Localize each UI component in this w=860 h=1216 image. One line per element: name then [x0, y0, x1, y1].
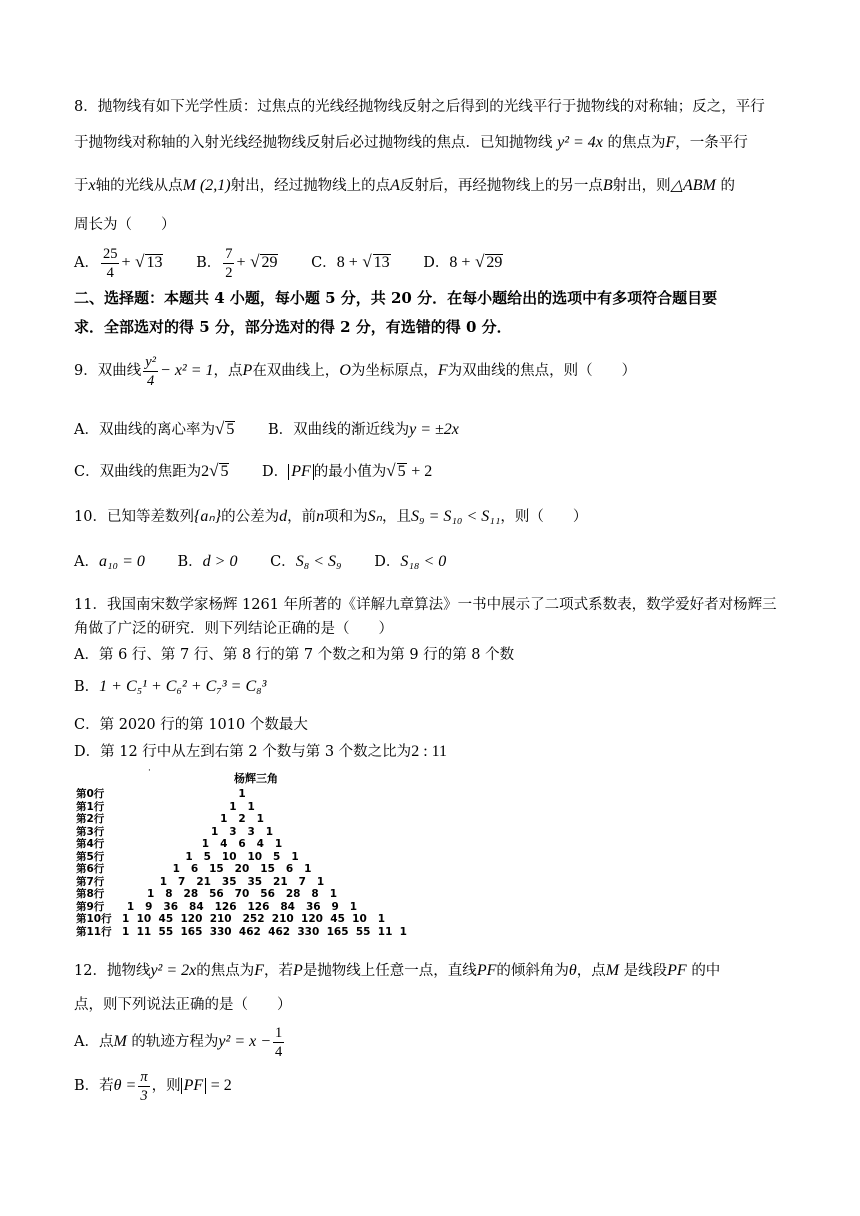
triangle-row-numbers: 1 10 45 120 210 252 210 120 45 10 1 — [122, 913, 386, 925]
q10-options — [74, 551, 794, 573]
triangle-row-label: 第8行 — [76, 888, 105, 900]
triangle-row-numbers: 1 3 3 1 — [210, 825, 274, 838]
triangle-row-numbers: 1 9 36 84 126 126 84 36 9 1 — [126, 900, 358, 913]
q8-parabola-eq: y² = 4x — [557, 134, 603, 151]
q8-option-a: A． $\frac{25}{4}$ + √ 13 — [74, 245, 163, 281]
yanghui-triangle-title: 杨辉三角 — [234, 772, 278, 785]
triangle-row-label: 第10行 — [76, 913, 112, 925]
triangle-row-label: 第3行 — [76, 825, 105, 838]
q12-option-a: A．点M 的轨迹方程为y² = x − $\frac{1}{4}$ — [74, 1024, 283, 1060]
q8-option-d: D．8 + √ 29 — [423, 252, 503, 271]
q9-option-c: C．双曲线的焦距为2√ 5 — [74, 461, 229, 480]
q11-option-b: B．1 + C₅¹ + C₆² + C₇³ = C₈³ — [74, 678, 267, 695]
q8-point-m: M (2,1) — [182, 177, 231, 194]
q9-option-b: B．双曲线的渐近线为y = ±2x — [267, 421, 459, 438]
q9-options-ab — [74, 418, 794, 441]
q8-option-c: C．8 + √ 13 — [311, 252, 390, 271]
q12-line1: 12．抛物线y² = 2x的焦点为F，若P是抛物线上任意一点，直线PF的倾斜角为θ，点M 是线段PF 的中 — [74, 962, 721, 979]
q10-option-b: B．d > 0 — [177, 553, 238, 570]
q10-option-c: C．S₈ < S₉ — [270, 553, 342, 570]
q10-option-d: D．S₁₈ < 0 — [374, 553, 447, 570]
q9-option-a: A．双曲线的离心率为√ 5 — [74, 419, 235, 438]
q8-options — [74, 244, 794, 282]
q11-line2: 角做了广泛的研究．则下列结论正确的是（ ） — [74, 621, 393, 637]
q11-option-d: D．第 12 行中从左到右第 2 个数与第 3 个数之比为2 : 11 — [74, 743, 448, 760]
q8-line2: 于抛物线对称轴的入射光线经抛物线反射后必过抛物线的焦点．已知抛物线 y² = 4x 的焦点为F，一条平行 — [74, 134, 748, 151]
q8-triangle-abm: △ABM — [670, 177, 716, 194]
figure-tick-mark: · — [148, 766, 151, 776]
q11-option-c: C．第 2020 行的第 1010 个数最大 — [74, 717, 308, 733]
triangle-row-label: 第4行 — [76, 838, 105, 850]
section2-header-line1: 二、选择题：本题共 4 小题，每小题 5 分，共 20 分．在每小题给出的选项中有多项符合题目要 — [74, 289, 718, 307]
q11-option-a: A．第 6 行、第 7 行、第 8 行的第 7 个数之和为第 9 行的第 8 个数 — [74, 647, 515, 663]
q8-option-b: B． $\frac{7}{2}$ + √ 29 — [196, 245, 278, 281]
q8-line4: 周长为（ ） — [74, 217, 176, 233]
q8-line3: 于x轴的光线从点M (2,1)射出，经过抛物线上的点A反射后，再经抛物线上的另一点B射出，则△ABM 的 — [74, 177, 735, 194]
triangle-row-numbers: 1 7 21 35 35 21 7 1 — [159, 875, 325, 888]
triangle-row-label: 第5行 — [76, 850, 105, 863]
triangle-row-label: 第0行 — [76, 788, 105, 800]
section2-header-line2: 求．全部选对的得 5 分，部分选对的得 2 分，有选错的得 0 分． — [74, 318, 512, 336]
q11-line1: 11．我国南宋数学家杨辉 1261 年所著的《详解九章算法》一书中展示了二项式系数表，数学爱好者对杨辉三 — [74, 597, 777, 613]
triangle-row-label: 第6行 — [76, 863, 105, 875]
triangle-row-label: 第1行 — [76, 800, 105, 813]
q9-option-d: D． PF 的最小值为√ 5 + 2 — [262, 461, 433, 480]
triangle-row-numbers: 1 6 15 20 15 6 1 — [172, 863, 312, 875]
triangle-row-numbers: 1 11 55 165 330 462 462 330 165 55 11 1 — [122, 925, 407, 938]
triangle-row-numbers: 1 2 1 — [220, 813, 264, 825]
triangle-row-label: 第2行 — [76, 813, 105, 825]
triangle-row-numbers: 1 1 — [229, 800, 255, 813]
q12-line2: 点，则下列说法正确的是（ ） — [74, 997, 292, 1013]
triangle-row-numbers: 1 8 28 56 70 56 28 8 1 — [146, 888, 337, 900]
q9-stem: 9．双曲线 $\frac{\text{y²}}{4}$ − x² = 1，点P在双曲线上，O为坐标原点，F为双曲线的焦点，则（ ） — [74, 353, 637, 389]
q8-line1: 8．抛物线有如下光学性质：过焦点的光线经抛物线反射之后得到的光线平行于抛物线的对称轴；反之，平行 — [74, 99, 765, 115]
triangle-row-numbers: 1 4 6 4 1 — [201, 838, 283, 850]
q9-options-cd — [74, 460, 794, 483]
triangle-row-label: 第11行 — [76, 925, 112, 938]
q12-option-b: B．若θ = $\frac{\pi}{3}$ ，则 PF = 2 — [74, 1068, 232, 1104]
triangle-row-numbers: 1 5 10 10 5 1 — [185, 850, 299, 863]
triangle-row-label: 第9行 — [76, 900, 105, 913]
triangle-row-label: 第7行 — [76, 875, 105, 888]
q10-option-a: A．a₁₀ = 0 — [74, 553, 145, 570]
q10-stem: 10．已知等差数列{aₙ}的公差为d，前n项和为Sₙ，且S₉ = S₁₀ < S₁₁，则（ ） — [74, 508, 588, 525]
yanghui-triangle-figure — [74, 766, 407, 938]
triangle-row-numbers: 1 — [238, 788, 246, 800]
